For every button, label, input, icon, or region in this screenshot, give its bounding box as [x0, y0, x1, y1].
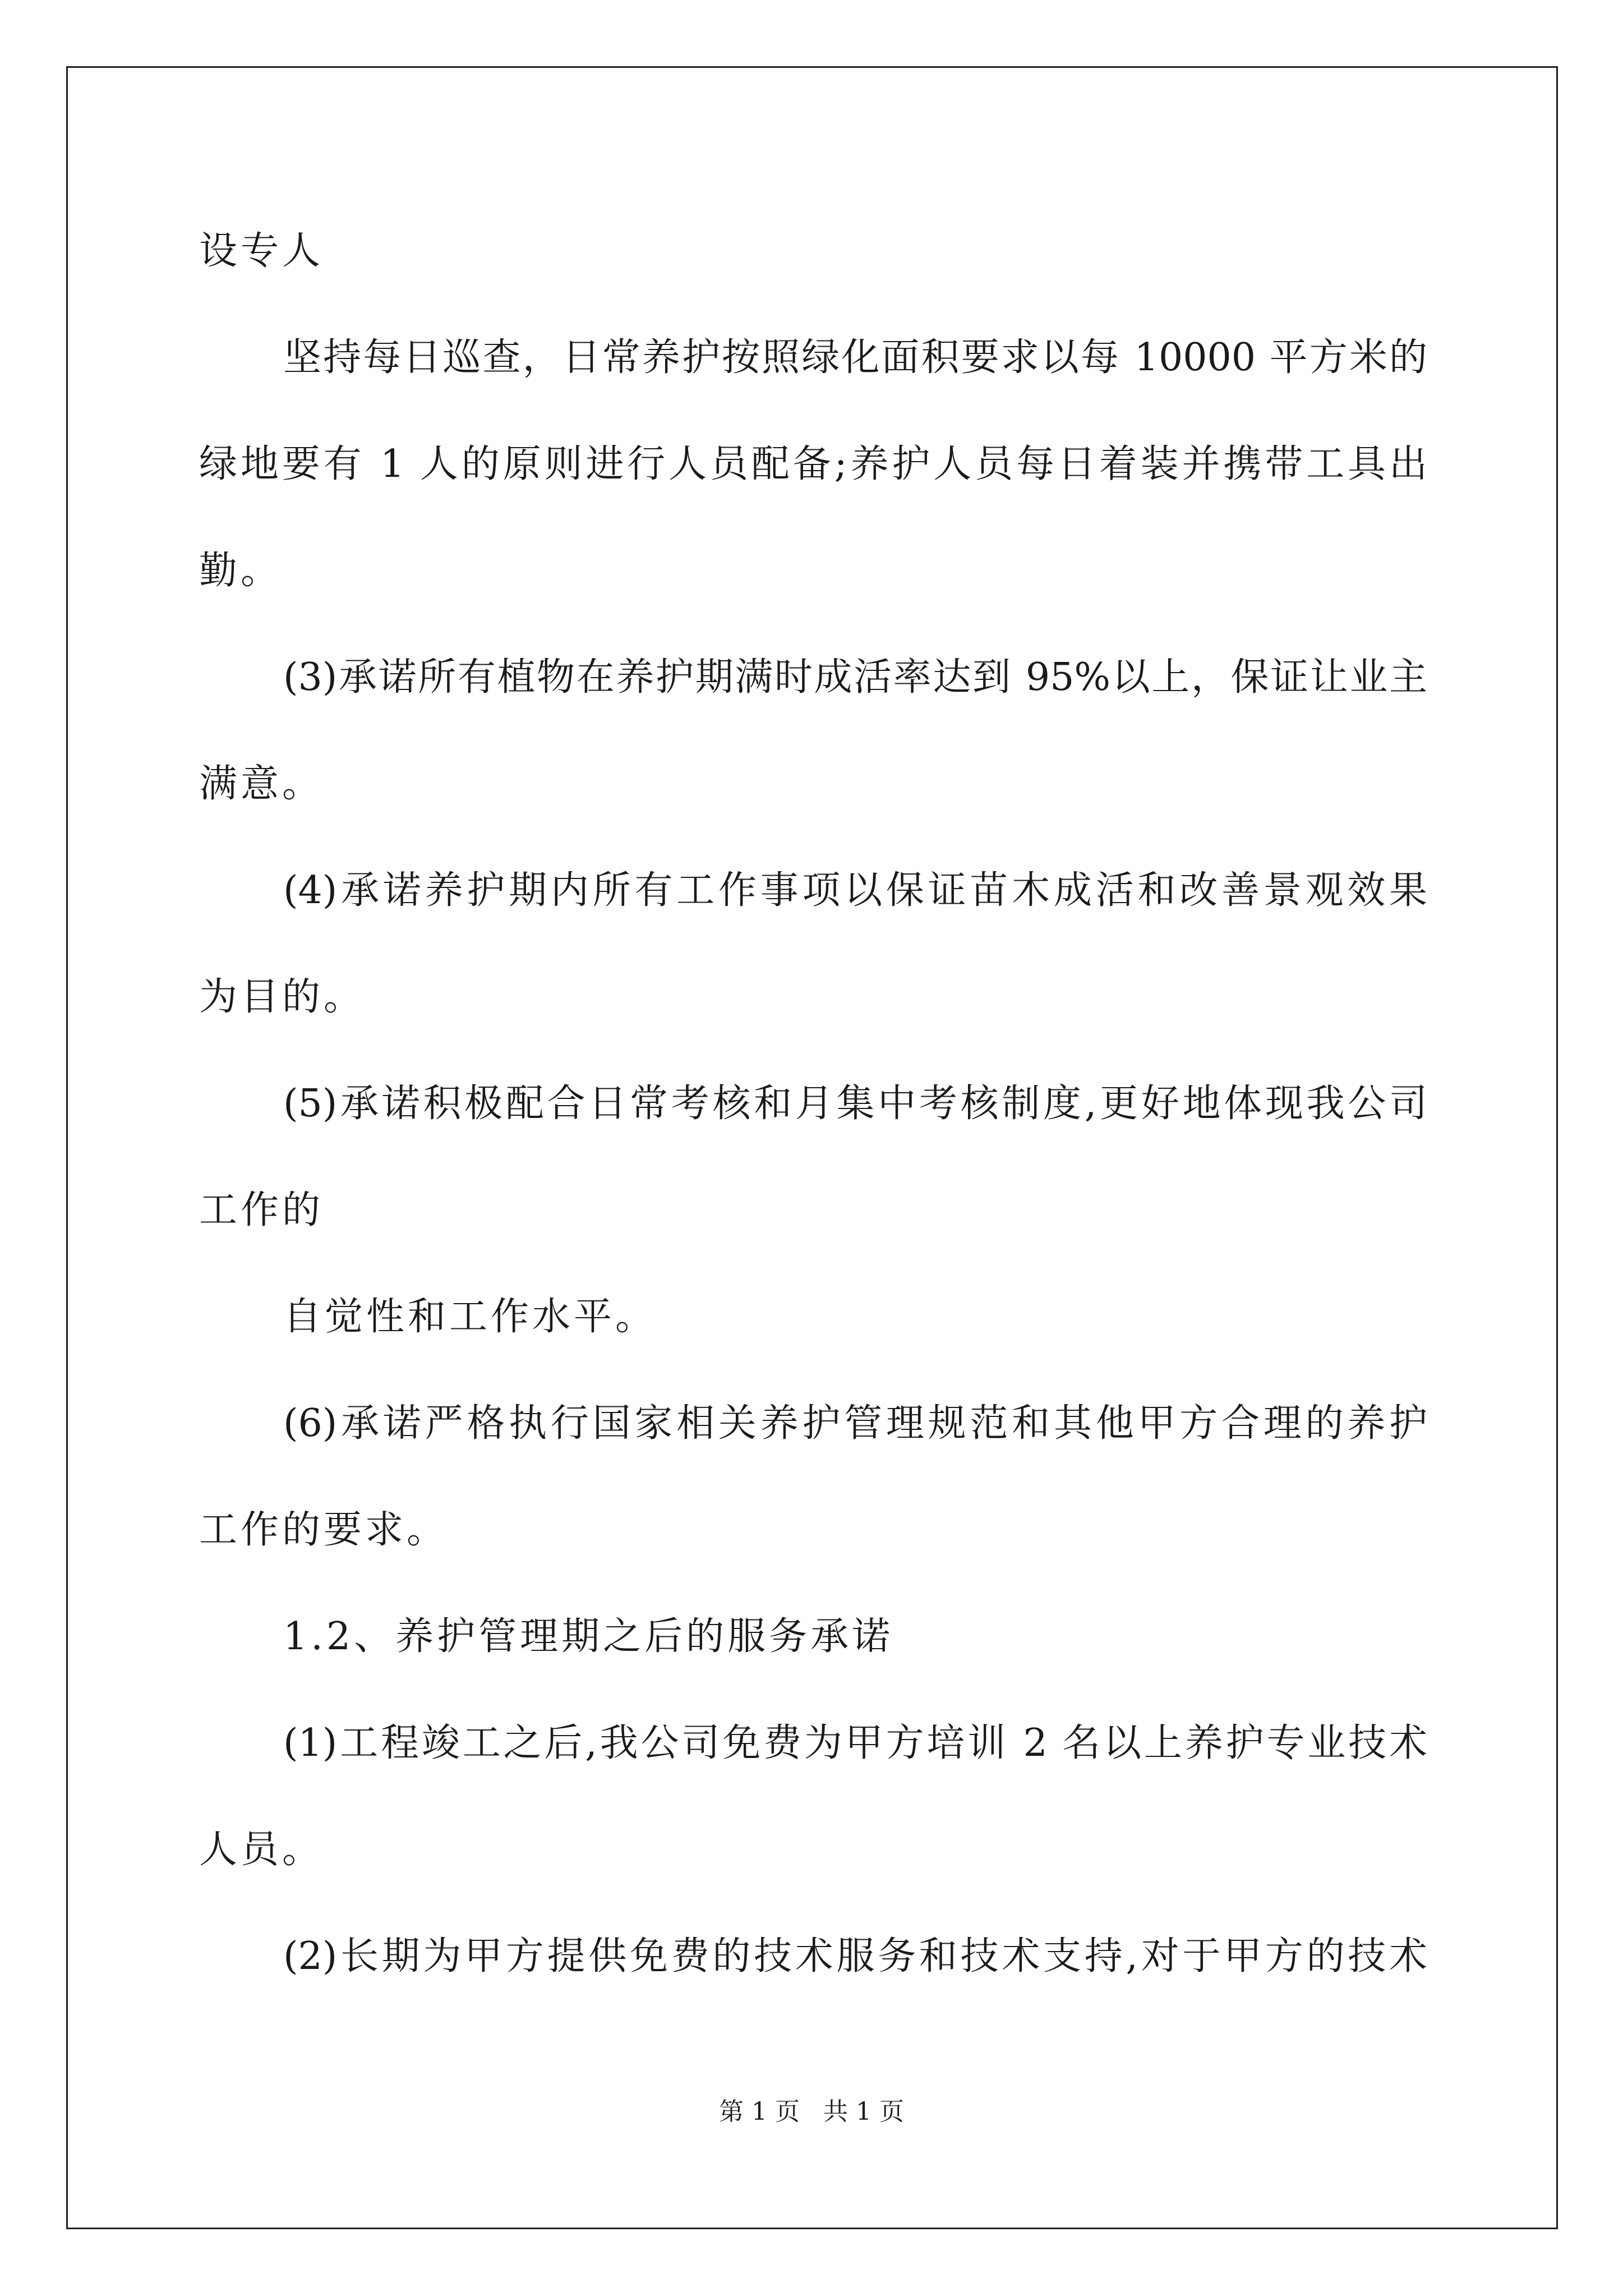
- text-line: (5)承诺积极配合日常考核和月集中考核制度,更好地体现我公司: [283, 1082, 1427, 1126]
- text-line: (2)长期为甲方提供免费的技术服务和技术支持,对于甲方的技术: [283, 1934, 1427, 1978]
- text-line: 人员。: [199, 1828, 324, 1872]
- section-heading: 1.2、养护管理期之后的服务承诺: [283, 1614, 894, 1659]
- page-border: [66, 66, 1558, 2229]
- text-line: 勤。: [199, 549, 283, 593]
- text-line: 自觉性和工作水平。: [283, 1295, 657, 1339]
- text-line: 绿地要有 1 人的原则进行人员配备;养护人员每日着装并携带工具出: [199, 442, 1427, 486]
- text-line: (6)承诺严格执行国家相关养护管理规范和其他甲方合理的养护: [283, 1401, 1427, 1446]
- text-line: (1)工程竣工之后,我公司免费为甲方培训 2 名以上养护专业技术: [283, 1721, 1427, 1765]
- text-line: 为目的。: [199, 975, 366, 1019]
- text-line: 坚持每日巡查，日常养护按照绿化面积要求以每 10000 平方米的: [283, 335, 1427, 380]
- text-line: 工作的要求。: [199, 1508, 449, 1552]
- text-line: (4)承诺养护期内所有工作事项以保证苗木成活和改善景观效果: [283, 868, 1427, 913]
- text-line: (3)承诺所有植物在养护期满时成活率达到 95%以上，保证让业主: [283, 655, 1427, 700]
- page-footer: 第 1 页 共 1 页: [719, 2097, 904, 2126]
- text-line: 工作的: [199, 1188, 324, 1232]
- text-line: 设专人: [199, 229, 324, 273]
- text-line: 满意。: [199, 762, 324, 806]
